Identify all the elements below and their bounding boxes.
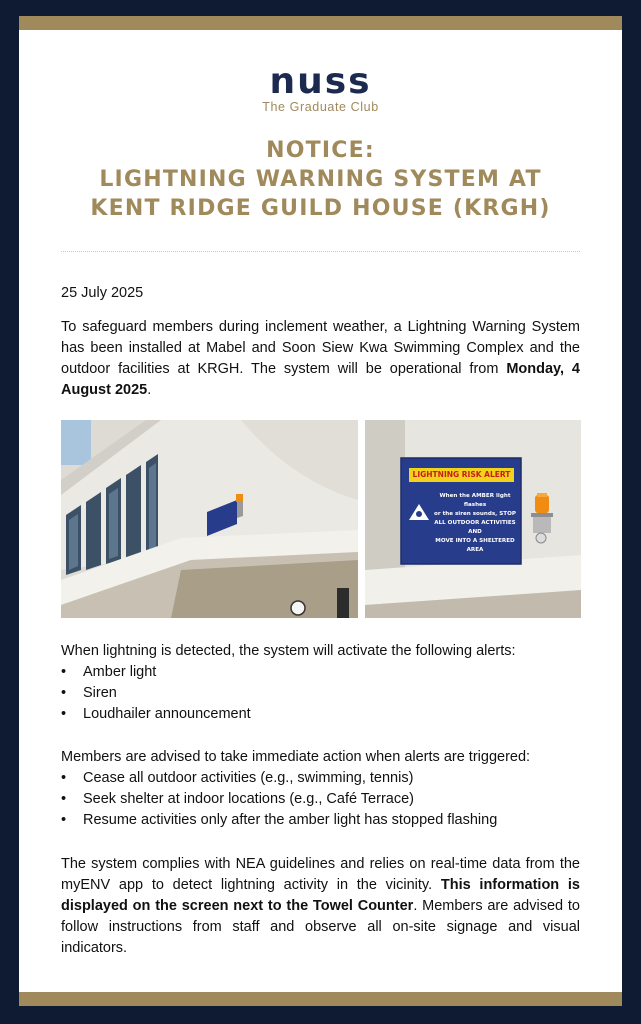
closing-text-1: The system complies with NEA guidelines and relies on real-time data from the myENV app to detect lightning activity in the vicinity. [61, 856, 580, 893]
logo-tagline: The Graduate Club [262, 100, 379, 114]
top-gold-bar [19, 16, 622, 30]
logo-wordmark: nuss [269, 61, 372, 102]
actions-list [61, 768, 580, 831]
sign-text-line: When the AMBER light flashes [439, 493, 511, 508]
building-illustration [61, 420, 358, 618]
building-photo [61, 420, 358, 618]
sign-alert-title: LIGHTNING RISK ALERT [412, 470, 511, 479]
list-item: • Siren [61, 683, 580, 704]
closing-bold: This information is displayed on the screen next to the Towel Counter [61, 877, 580, 914]
sign-text-line: ALL OUTDOOR ACTIVITIES AND [434, 520, 516, 535]
intro-bold-date: Monday, 4 August 2025 [61, 361, 580, 398]
intro-text: To safeguard members during inclement weather, a Lightning Warning System has been installed at Mabel and Soon Siew Kwa Swimming Complex and the outdoor facilities at KRGH. The system will be operational from [61, 319, 580, 377]
intro-paragraph [61, 317, 580, 401]
list-item: • Cease all outdoor activities (e.g., swimming, tennis) [61, 768, 580, 789]
notice-sheet [19, 16, 622, 1006]
intro-end: . [147, 382, 152, 398]
list-item: • Loudhailer announcement [61, 704, 580, 725]
list-item: • Resume activities only after the amber light has stopped flashing [61, 810, 580, 831]
list-item: • Seek shelter at indoor locations (e.g., Café Terrace) [61, 789, 580, 810]
bottom-gold-bar [19, 992, 622, 1006]
title-line-1: NOTICE: [266, 138, 375, 163]
notice-date: 25 July 2025 [61, 285, 144, 301]
title-line-2: LIGHTNING WARNING SYSTEM AT [99, 167, 542, 192]
closing-paragraph [61, 854, 580, 959]
sign-text-line: or the siren sounds, STOP [434, 511, 516, 517]
alerts-intro: When lightning is detected, the system will activate the following alerts: [61, 643, 516, 659]
notice-title [19, 136, 622, 223]
alerts-list [61, 662, 580, 725]
title-line-3: KENT RIDGE GUILD HOUSE (KRGH) [90, 196, 551, 221]
actions-intro: Members are advised to take immediate action when alerts are triggered: [61, 749, 531, 765]
nuss-logo [19, 61, 622, 114]
list-item: • Amber light [61, 662, 580, 683]
closing-text-2: . Members are advised to follow instructions from staff and observe all on-site signage and visual indicators. [61, 898, 580, 956]
dotted-divider [61, 251, 580, 252]
sign-alert-text [432, 492, 518, 555]
sign-closeup-photo [365, 420, 581, 618]
sign-text-line: MOVE INTO A SHELTERED AREA [435, 538, 515, 553]
